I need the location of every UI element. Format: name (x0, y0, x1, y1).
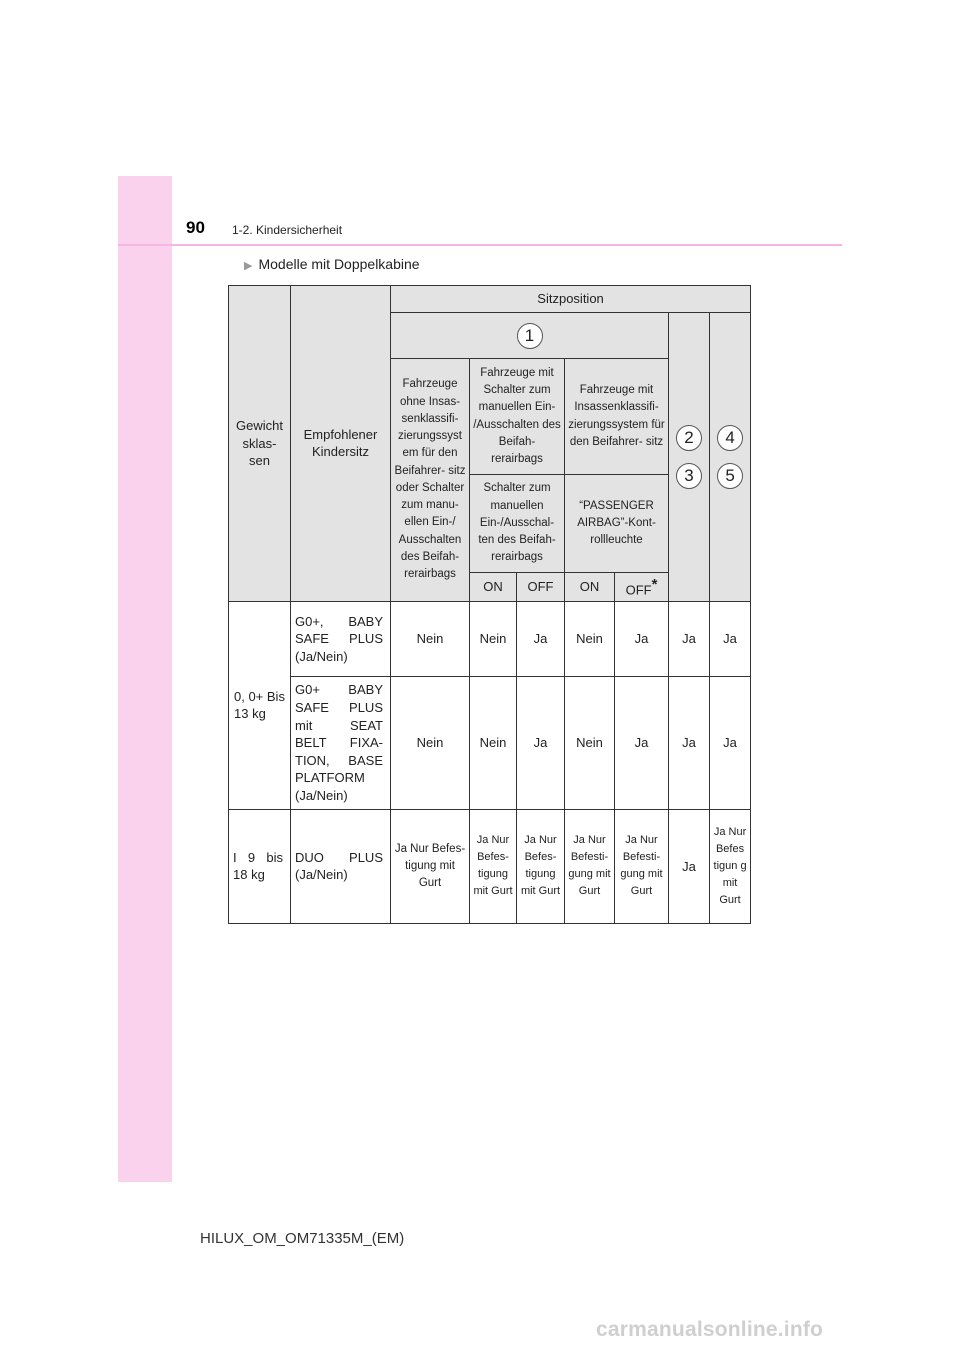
cell: Ja Nur Befesti- gung mit Gurt (615, 809, 669, 923)
subheading (244, 256, 420, 272)
cell: Ja Nur Befes- tigung mit Gurt (470, 809, 517, 923)
cell: Ja (669, 601, 710, 676)
cell: Ja Nur Befes- tigung mit Gurt (517, 809, 565, 923)
vehicles-with-classification: Fahrzeuge mit Insassenklassifi- zierungssystem für den Beifahrer- sitz (565, 359, 669, 475)
header-sitzposition: Sitzposition (391, 286, 751, 313)
vehicles-without-classification: Fahrzeuge ohne Insas- senklassifi- zierungssyst em für den Beifahrer- sitz oder Schalter zum manu- ellen Ein-/ Ausschalten des Beifah- rerairbags (391, 359, 470, 602)
lamp-on: ON (565, 573, 615, 602)
seat-4-number: 4 (717, 425, 743, 451)
seat-2-3-header (669, 313, 710, 602)
switch-off: OFF (517, 573, 565, 602)
seat-name: G0+, BABY SAFE PLUS (Ja/Nein) (291, 601, 391, 676)
table-row (229, 601, 751, 676)
cell: Ja (615, 676, 669, 809)
seat-3-number: 3 (676, 463, 702, 489)
cell: Nein (470, 676, 517, 809)
seat-1-number: 1 (517, 323, 543, 349)
header-rule (118, 244, 842, 246)
seat-position-table (228, 285, 751, 924)
cell: Ja (710, 676, 751, 809)
seat-name: G0+ BABY SAFE PLUS mit SEAT BELT FIXA- TION, BASE PLATFORM (Ja/Nein) (291, 676, 391, 809)
lamp-off-text: OFF (625, 582, 652, 598)
section-title: 1-2. Kindersicherheit (232, 223, 343, 237)
cell: Ja Nur Befesti- gung mit Gurt (565, 809, 615, 923)
cell: Ja (669, 676, 710, 809)
header-recommended-seat: Empfohlener Kindersitz (291, 286, 391, 602)
cell: Ja (517, 676, 565, 809)
subheading-text: Modelle mit Doppelkabine (258, 256, 420, 272)
seat-1-header (391, 313, 669, 359)
cell: Nein (470, 601, 517, 676)
seat-5-number: 5 (717, 463, 743, 489)
switch-on: ON (470, 573, 517, 602)
weight-class-0: 0, 0+ Bis 13 kg (229, 601, 291, 809)
table-row (229, 809, 751, 923)
cell: Ja (517, 601, 565, 676)
header-weight-class: Gewicht sklas- sen (229, 286, 291, 602)
asterisk-footnote-mark: * (651, 576, 658, 593)
cell: Nein (391, 601, 470, 676)
seat-4-5-header (710, 313, 751, 602)
watermark: carmanualsonline.info (596, 1318, 824, 1341)
triangle-bullet-icon: ▶ (244, 260, 253, 272)
passenger-airbag-lamp-label: “PASSENGER AIRBAG”-Kont- rollleuchte (565, 475, 669, 573)
cell: Ja (669, 809, 710, 923)
cell: Ja (710, 601, 751, 676)
table-row (229, 676, 751, 809)
vehicles-with-switch: Fahrzeuge mit Schalter zum manuellen Ein- /Ausschalten des Beifah- rerairbags (470, 359, 565, 475)
page-number: 90 (186, 218, 205, 237)
weight-class-1: I 9 bis 18 kg (229, 809, 291, 923)
cell: Nein (391, 676, 470, 809)
cell: Ja (615, 601, 669, 676)
seat-2-number: 2 (676, 425, 702, 451)
cell: Nein (565, 676, 615, 809)
seat-name: DUO PLUS (Ja/Nein) (291, 809, 391, 923)
lamp-off (615, 573, 669, 602)
side-color-strip (118, 176, 172, 1182)
cell: Nein (565, 601, 615, 676)
footer-document-code: HILUX_OM_OM71335M_(EM) (200, 1230, 405, 1247)
cell: Ja Nur Befes- tigung mit Gurt (391, 809, 470, 923)
cell: Ja Nur Befes tigun g mit Gurt (710, 809, 751, 923)
airbag-switch-label: Schalter zum manuellen Ein-/Ausschal- ten des Beifah- rerairbags (470, 475, 565, 573)
